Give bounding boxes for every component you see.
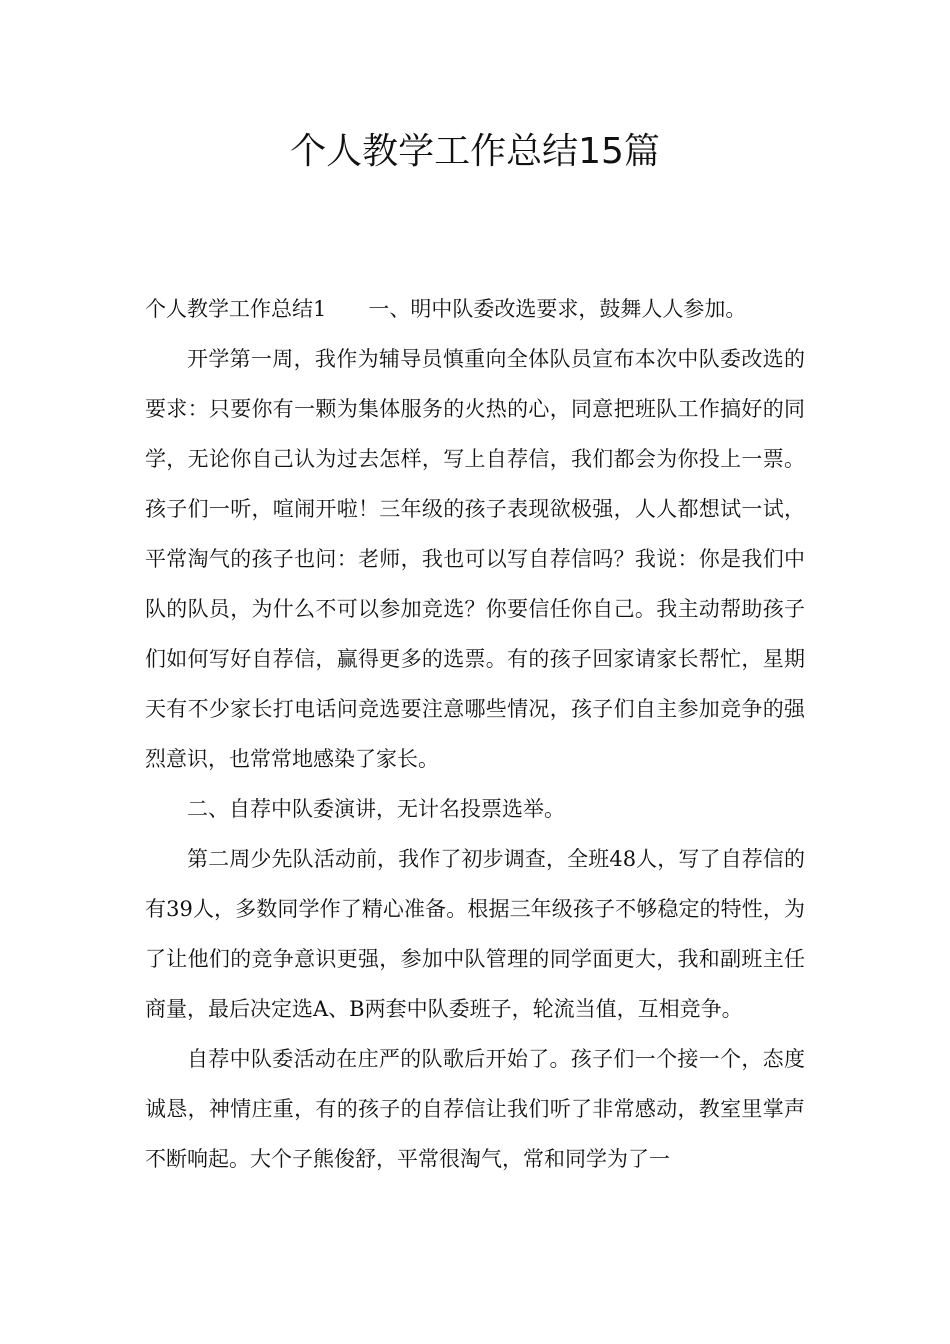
paragraph: 自荐中队委活动在庄严的队歌后开始了。孩子们一个接一个，态度诚恳，神情庄重，有的孩子的自荐信让我们听了非常感动，教室里掌声不断响起。大个子熊俊舒，平常很淘气，常和同学为了一 — [145, 1047, 805, 1171]
document-title: 个人教学工作总结15篇 — [290, 131, 660, 172]
document-body — [145, 284, 805, 1184]
article-heading: 个人教学工作总结1 — [145, 297, 327, 321]
paragraph: 第二周少先队活动前，我作了初步调查，全班48人，写了自荐信的有39人，多数同学作了精心准备。根据三年级孩子不够稳定的特性，为了让他们的竞争意识更强，参加中队管理的同学面更大，我和副班主任商量，最后决定选A、B两套中队委班子，轮流当值，互相竞争。 — [145, 847, 805, 1021]
paragraph-intro — [145, 284, 805, 334]
paragraph: 开学第一周，我作为辅导员慎重向全体队员宣布本次中队委改选的要求：只要你有一颗为集体服务的火热的心，同意把班队工作搞好的同学，无论你自己认为过去怎样，写上自荐信，我们都会为你投上一票。孩子们一听，喧闹开啦！三年级的孩子表现欲极强，人人都想试一试，平常淘气的孩子也问：老师，我也可以写自荐信吗？我说：你是我们中队的队员，为什么不可以参加竞选？你要信任你自己。我主动帮助孩子们如何写好自荐信，赢得更多的选票。有的孩子回家请家长帮忙，星期天有不少家长打电话问竞选要注意哪些情况，孩子们自主参加竞争的强烈意识，也常常地感染了家长。 — [145, 347, 805, 771]
section-heading-2: 二、自荐中队委演讲，无计名投票选举。 — [187, 797, 565, 821]
section-heading-1: 一、明中队委改选要求，鼓舞人人参加。 — [368, 297, 747, 321]
